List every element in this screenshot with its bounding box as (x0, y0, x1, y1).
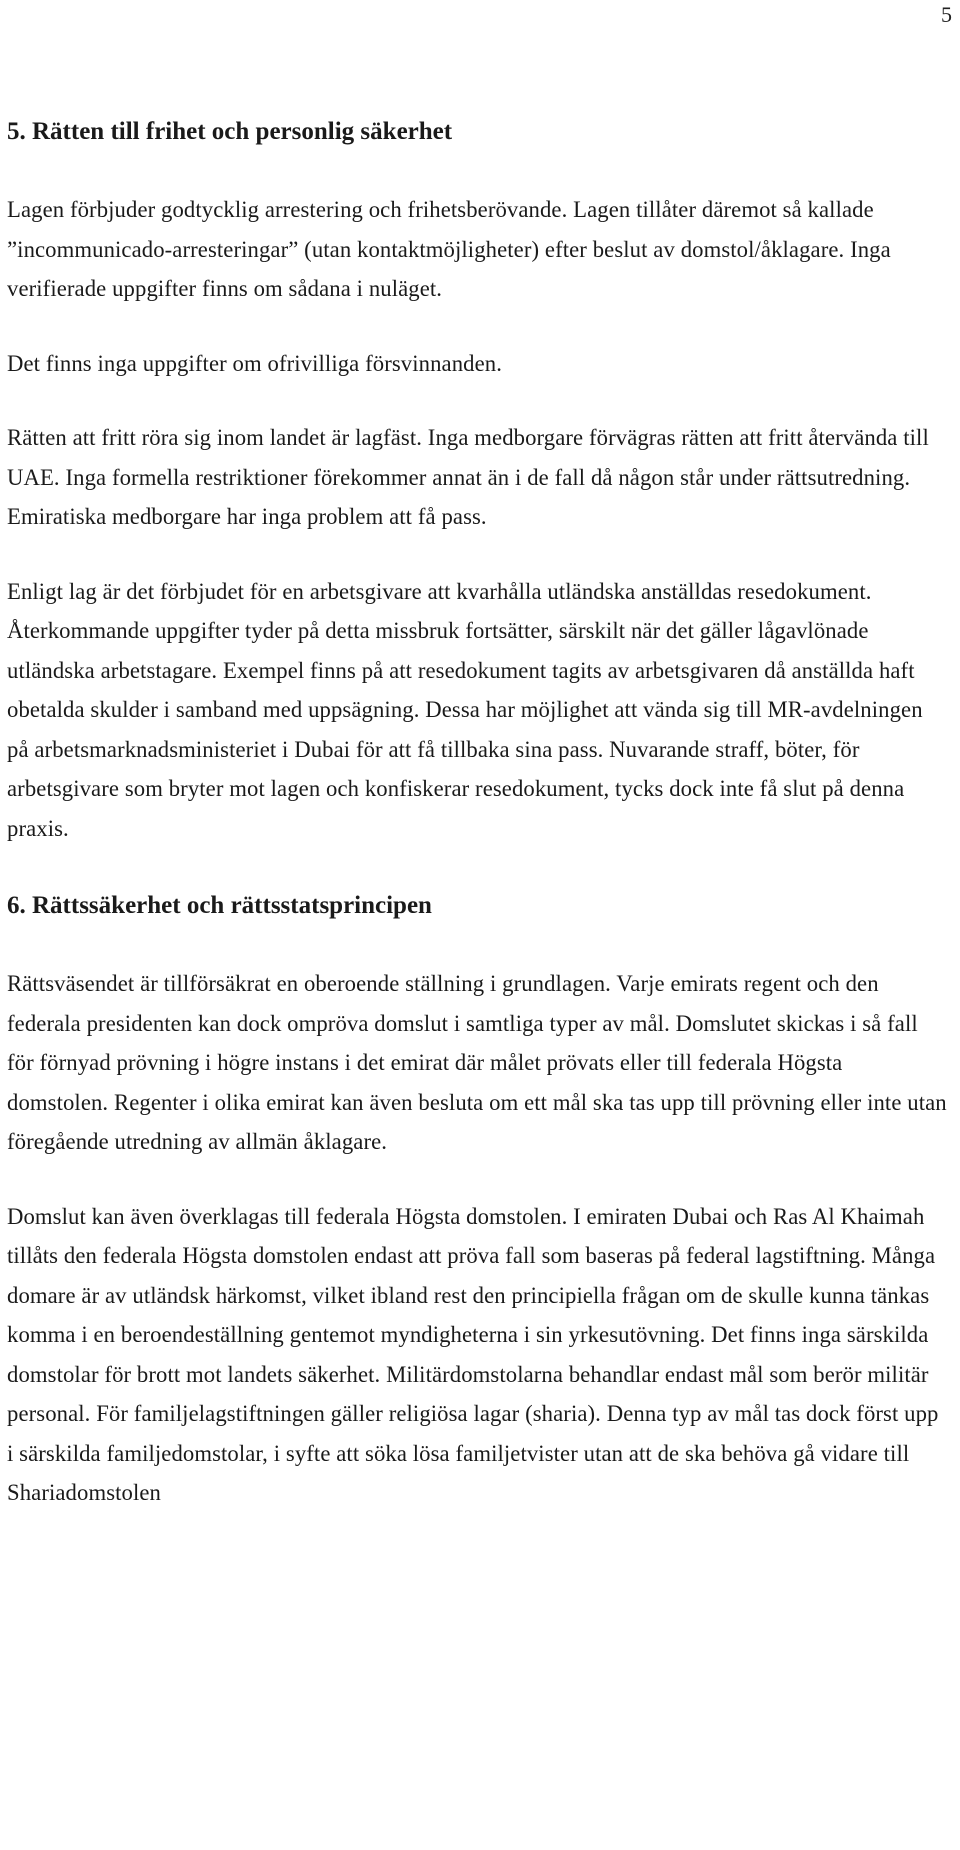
paragraph-travel-documents: Enligt lag är det förbjudet för en arbetsgivare att kvarhålla utländska anställdas resedokument. Återkommande uppgifter tyder på detta missbruk fortsätter, särskilt när det gäller lågavlönade utländska arbetstagare. Exempel finns på att resedokument tagits av arbetsgivaren då anställda haft obetalda skulder i samband med uppsägning. Dessa har möjlighet att vända sig till MR-avdelningen på arbetsmarknadsministeriet i Dubai för att få tillbaka sina pass. Nuvarande straff, böter, för arbetsgivare som bryter mot lagen och konfiskerar resedokument, tycks dock inte få slut på denna praxis. (7, 578, 923, 841)
paragraph-movement: Rätten att fritt röra sig inom landet är lagfäst. Inga medborgare förvägras rätten att fritt återvända till UAE. Inga formella restriktioner förekommer annat än i de fall då någon står under rättsutredning. Emiratiska medborgare har inga problem att få pass. (7, 425, 929, 529)
paragraph-arrest: Lagen förbjuder godtycklig arrestering och frihetsberövande. Lagen tillåter däremot så kallade ”incommunicado-arresteringar” (utan kontaktmöjligheter) efter beslut av domstol/åklagare. Inga verifierade uppgifter finns om sådana i nuläget. (7, 197, 891, 301)
section-heading-6: 6. Rättssäkerhet och rättsstatsprincipen (7, 892, 432, 919)
section-heading-5: 5. Rätten till frihet och personlig säkerhet (7, 118, 453, 145)
paragraph-appeals: Domslut kan även överklagas till federala Högsta domstolen. I emiraten Dubai och Ras Al Khaimah tillåts den federala Högsta domstolen endast att pröva fall som baseras på federal lagstiftning. Många domare är av utländsk härkomst, vilket ibland rest den principiella frågan om de skulle kunna tänkas komma i en beroendeställning gentemot myndigheterna i sin yrkesutövning. Det finns inga särskilda domstolar för brott mot landets säkerhet. Militärdomstolarna behandlar endast mål som berör militär personal. För familjelagstiftningen gäller religiösa lagar (sharia). Denna typ av mål tas dock först upp i särskilda familjedomstolar, i syfte att söka lösa familjetvister utan att de ska behöva gå vidare till Shariadomstolen (7, 1203, 939, 1505)
paragraph-judiciary: Rättsväsendet är tillförsäkrat en oberoende ställning i grundlagen. Varje emirats regent och den federala presidenten kan dock ompröva domslut i samtliga typer av mål. Domslutet skickas i så fall för förnyad prövning i högre instans i det emirat där målet prövats eller till federala Högsta domstolen. Regenter i olika emirat kan även besluta om ett mål ska tas upp till prövning eller inte utan föregående utredning av allmän åklagare. (7, 971, 947, 1154)
page-number: 5 (941, 2, 952, 27)
document-body (7, 112, 947, 1513)
paragraph-disappearances: Det finns inga uppgifter om ofrivilliga försvinnanden. (7, 350, 502, 376)
